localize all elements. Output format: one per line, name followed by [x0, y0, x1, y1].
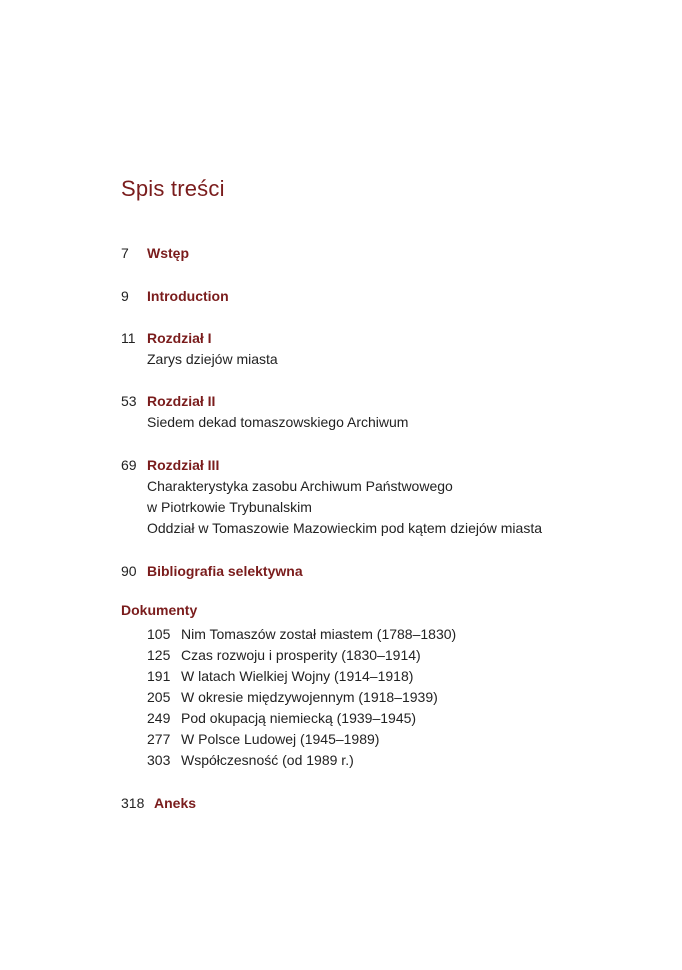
- toc-heading: Introduction: [147, 288, 229, 304]
- document-label: Współczesność (od 1989 r.): [181, 752, 354, 768]
- documents-heading: Dokumenty: [121, 602, 198, 618]
- toc-page-number: 11: [121, 330, 136, 346]
- toc-subtitle: Siedem dekad tomaszowskiego Archiwum: [147, 414, 409, 430]
- toc-page-number: 277: [147, 731, 171, 747]
- toc-page-number: 90: [121, 563, 137, 579]
- document-label: W Polsce Ludowej (1945–1989): [181, 731, 380, 747]
- toc-heading: Aneks: [154, 795, 197, 811]
- list-item: [147, 666, 456, 687]
- toc-entry-wstep: [121, 243, 189, 264]
- toc-entry-chapter-1: [121, 328, 278, 370]
- toc-subtitle: Zarys dziejów miasta: [147, 351, 278, 367]
- toc-entry-aneks: [121, 793, 196, 814]
- document-label: Czas rozwoju i prosperity (1830–1914): [181, 647, 421, 663]
- toc-entry-bibliography: [121, 561, 303, 582]
- toc-heading: Rozdział II: [147, 393, 216, 409]
- page-title: Spis treści: [121, 176, 225, 201]
- toc-heading: Rozdział I: [147, 330, 212, 346]
- documents-list: [147, 624, 456, 771]
- toc-page-number: 105: [147, 626, 171, 642]
- toc-heading: Wstęp: [147, 245, 189, 261]
- toc-entry-chapter-3: [121, 455, 542, 539]
- toc-subtitle: w Piotrkowie Trybunalskim: [147, 499, 312, 515]
- list-item: [147, 729, 456, 750]
- toc-page-number: 249: [147, 710, 171, 726]
- toc-entry-chapter-2: [121, 391, 408, 433]
- toc-heading: Rozdział III: [147, 457, 220, 473]
- document-label: Pod okupacją niemiecką (1939–1945): [181, 710, 417, 726]
- toc-page-number: 205: [147, 689, 171, 705]
- toc-page-number: 53: [121, 393, 137, 409]
- toc-entry-introduction: [121, 286, 229, 307]
- toc-page-number: 191: [147, 668, 171, 684]
- list-item: [147, 624, 456, 645]
- document-label: Nim Tomaszów został miastem (1788–1830): [181, 626, 457, 642]
- toc-subtitle: Oddział w Tomaszowie Mazowieckim pod kątem dziejów miasta: [147, 520, 543, 536]
- toc-page-number: 69: [121, 457, 137, 473]
- toc-page-number: 303: [147, 752, 171, 768]
- list-item: [147, 687, 456, 708]
- toc-subtitle: Charakterystyka zasobu Archiwum Państwowego: [147, 478, 453, 494]
- toc-page-number: 9: [121, 288, 129, 304]
- toc-page-number: 125: [147, 647, 171, 663]
- document-label: W latach Wielkiej Wojny (1914–1918): [181, 668, 414, 684]
- list-item: [147, 750, 456, 771]
- toc-page-number: 7: [121, 245, 129, 261]
- list-item: [147, 645, 456, 666]
- list-item: [147, 708, 456, 729]
- toc-page-number: 318: [121, 795, 145, 811]
- document-label: W okresie międzywojennym (1918–1939): [181, 689, 438, 705]
- toc-heading: Bibliografia selektywna: [147, 563, 303, 579]
